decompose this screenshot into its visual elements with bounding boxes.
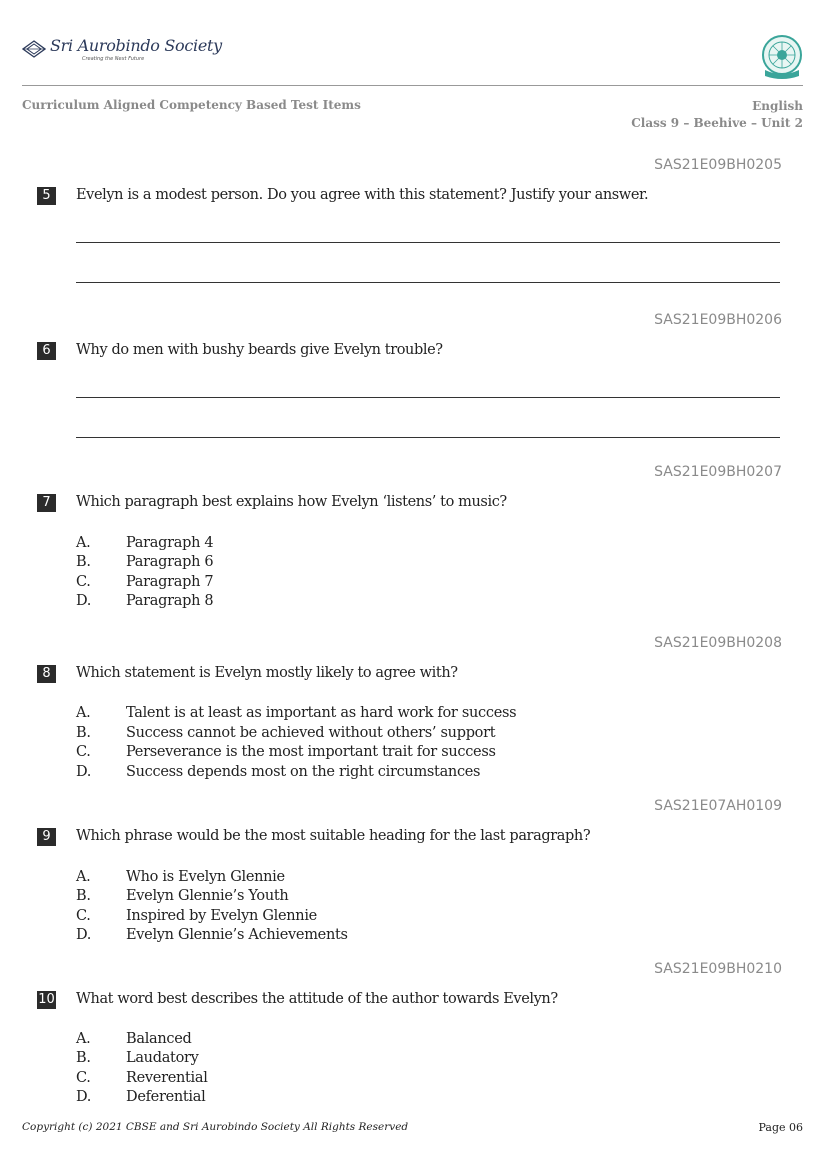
option-c[interactable]: C. Inspired by Evelyn Glennie: [76, 908, 317, 924]
cbse-seal-icon: [759, 34, 805, 80]
item-code: SAS21E07AH0109: [654, 798, 782, 814]
answer-line[interactable]: [76, 437, 780, 438]
option-b[interactable]: B. Paragraph 6: [76, 554, 214, 570]
question-text: Why do men with bushy beards give Evelyn trouble?: [76, 342, 443, 358]
item-code: SAS21E09BH0210: [654, 961, 782, 977]
answer-line[interactable]: [76, 242, 780, 243]
header-divider: [22, 85, 803, 86]
copyright-notice: Copyright (c) 2021 CBSE and Sri Aurobindo Society All Rights Reserved: [22, 1121, 409, 1133]
option-d[interactable]: D. Deferential: [76, 1089, 206, 1105]
org-logo: [22, 36, 222, 66]
question-number: 6: [37, 342, 56, 360]
question-number: 8: [37, 665, 56, 683]
question-text: Which phrase would be the most suitable heading for the last paragraph?: [76, 828, 591, 844]
item-code: SAS21E09BH0205: [654, 157, 782, 173]
option-a[interactable]: A. Who is Evelyn Glennie: [76, 869, 285, 885]
document-title: Curriculum Aligned Competency Based Test Items: [22, 98, 361, 112]
option-d[interactable]: D. Evelyn Glennie’s Achievements: [76, 927, 348, 943]
class-unit-label: Class 9 – Beehive – Unit 2: [631, 116, 803, 130]
subject-label: English: [752, 99, 803, 113]
question-number: 5: [37, 187, 56, 205]
question-text: What word best describes the attitude of the author towards Evelyn?: [76, 991, 558, 1007]
org-name: Sri Aurobindo Society: [50, 36, 222, 55]
question-number: 9: [37, 828, 56, 846]
logo-mark-icon: [22, 40, 46, 58]
question-number: 10: [38, 992, 55, 1007]
option-b[interactable]: B. Laudatory: [76, 1050, 199, 1066]
answer-line[interactable]: [76, 282, 780, 283]
option-b[interactable]: B. Success cannot be achieved without others’ support: [76, 725, 496, 741]
org-tagline: Creating the Next Future: [82, 56, 145, 62]
page-number: Page 06: [758, 1121, 803, 1134]
item-code: SAS21E09BH0208: [654, 635, 782, 651]
option-a[interactable]: A. Balanced: [76, 1031, 192, 1047]
question-text: Which statement is Evelyn mostly likely to agree with?: [76, 665, 458, 681]
option-a[interactable]: A. Talent is at least as important as hard work for success: [76, 705, 517, 721]
option-d[interactable]: D. Paragraph 8: [76, 593, 214, 609]
question-text: Evelyn is a modest person. Do you agree with this statement? Justify your answer.: [76, 187, 649, 203]
option-c[interactable]: C. Reverential: [76, 1070, 208, 1086]
answer-line[interactable]: [76, 397, 780, 398]
option-c[interactable]: C. Paragraph 7: [76, 574, 214, 590]
question-number: 7: [37, 494, 56, 512]
option-c[interactable]: C. Perseverance is the most important trait for success: [76, 744, 496, 760]
header-subject-block: [631, 98, 803, 132]
item-code: SAS21E09BH0206: [654, 312, 782, 328]
option-b[interactable]: B. Evelyn Glennie’s Youth: [76, 888, 289, 904]
question-text: Which paragraph best explains how Evelyn ‘listens’ to music?: [76, 494, 507, 510]
option-a[interactable]: A. Paragraph 4: [76, 535, 214, 551]
item-code: SAS21E09BH0207: [654, 464, 782, 480]
option-d[interactable]: D. Success depends most on the right circumstances: [76, 764, 481, 780]
